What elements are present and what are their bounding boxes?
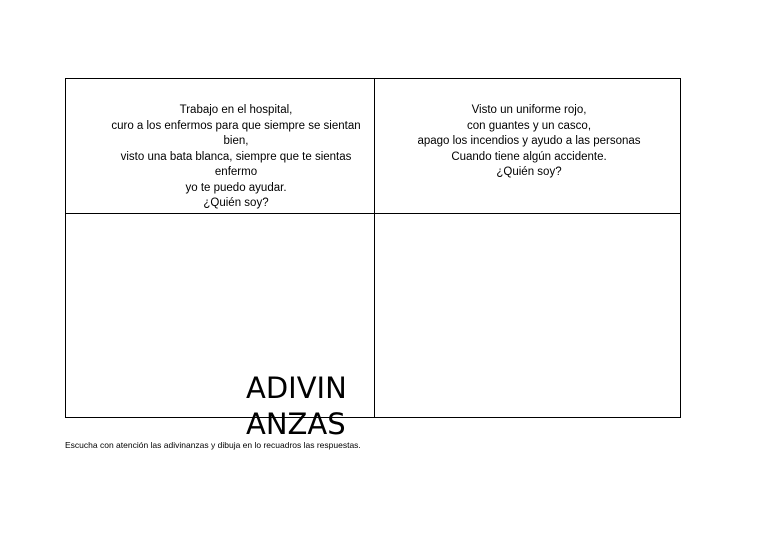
- riddle-firefighter-text: Visto un uniforme rojo, con guantes y un casco, apago los incendios y ayudo a las personas Cuando tiene algún accidente. ¿Quién soy?: [417, 104, 641, 178]
- riddle-doctor-text: Trabajo en el hospital, curo a los enfermos para que siempre se sientan bien, visto una bata blanca, siempre que te sientas enfermo yo te puedo ayudar. ¿Quién soy?: [111, 104, 361, 209]
- riddle-table: [65, 78, 681, 418]
- drawing-box-right[interactable]: [375, 214, 680, 417]
- page-title: ADIVIN ANZAS: [246, 371, 347, 441]
- instruction-text: Escucha con atención las adivinanzas y dibuja en lo recuadros las respuestas.: [65, 440, 361, 450]
